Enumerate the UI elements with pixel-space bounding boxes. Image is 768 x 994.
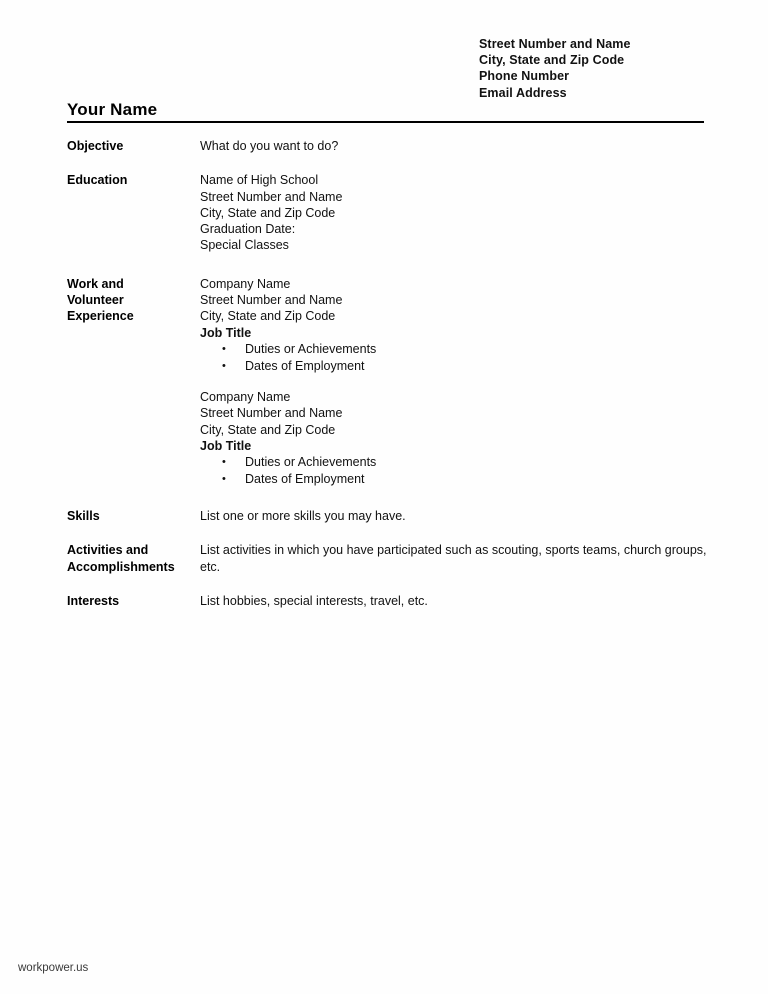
- experience-bullets: [200, 341, 707, 375]
- experience-company: Company Name: [200, 389, 291, 404]
- section-label-activities: [67, 542, 200, 575]
- education-special-classes: Special Classes: [200, 238, 289, 253]
- experience-city: City, State and Zip Code: [200, 309, 336, 324]
- section-label-interests: Interests: [67, 594, 120, 609]
- section-label-experience-line1: Work and: [67, 276, 124, 291]
- section-label-activities-line2: Accomplishments: [67, 559, 175, 574]
- experience-street: Street Number and Name: [200, 293, 343, 308]
- experience-bullets: [200, 454, 707, 488]
- title-divider: [67, 121, 704, 123]
- resume-body: [67, 138, 707, 609]
- section-label-skills: Skills: [67, 509, 100, 524]
- contact-street: Street Number and Name: [479, 37, 631, 51]
- education-street: Street Number and Name: [200, 189, 343, 204]
- list-item: • Duties or Achievements: [200, 341, 707, 358]
- contact-phone: Phone Number: [479, 69, 570, 84]
- list-item: • Dates of Employment: [200, 471, 707, 488]
- spacer: [67, 575, 707, 593]
- experience-entry: [200, 389, 707, 488]
- section-label-experience: [67, 276, 200, 325]
- objective-text: What do you want to do?: [200, 139, 339, 153]
- education-graduation-date: Graduation Date:: [200, 222, 296, 237]
- footer-watermark: workpower.us: [18, 962, 89, 974]
- experience-job-title: Job Title: [200, 438, 252, 453]
- section-label-education: Education: [67, 173, 128, 188]
- spacer: [67, 488, 707, 508]
- experience-city: City, State and Zip Code: [200, 422, 336, 437]
- education-school: Name of High School: [200, 173, 319, 188]
- section-interests: [67, 593, 707, 609]
- skills-text: List one or more skills you may have.: [200, 509, 406, 524]
- page-title: Your Name: [67, 100, 158, 119]
- section-activities: [67, 542, 707, 575]
- section-label-objective: Objective: [67, 139, 124, 153]
- list-item: • Duties or Achievements: [200, 454, 707, 471]
- spacer: [67, 154, 707, 172]
- section-label-experience-line2: Volunteer: [67, 293, 124, 308]
- experience-street: Street Number and Name: [200, 406, 343, 421]
- section-label-activities-line1: Activities and: [67, 543, 149, 558]
- contact-email: Email Address: [479, 85, 567, 100]
- section-label-experience-line3: Experience: [67, 309, 134, 324]
- section-education: [67, 172, 707, 253]
- interests-text: List hobbies, special interests, travel, etc.: [200, 594, 428, 609]
- spacer: [67, 524, 707, 542]
- education-city: City, State and Zip Code: [200, 205, 336, 220]
- contact-city-state-zip: City, State and Zip Code: [479, 53, 625, 68]
- list-item: • Dates of Employment: [200, 358, 707, 375]
- experience-job-title: Job Title: [200, 325, 252, 340]
- section-skills: [67, 508, 707, 524]
- section-experience: [67, 276, 707, 488]
- activities-text: List activities in which you have participated such as scouting, sports teams, church groups, etc.: [200, 543, 707, 574]
- spacer: [200, 375, 707, 389]
- experience-company: Company Name: [200, 276, 291, 291]
- spacer: [67, 254, 707, 276]
- experience-entry: [200, 276, 707, 375]
- contact-block: [479, 36, 739, 101]
- section-objective: [67, 138, 707, 154]
